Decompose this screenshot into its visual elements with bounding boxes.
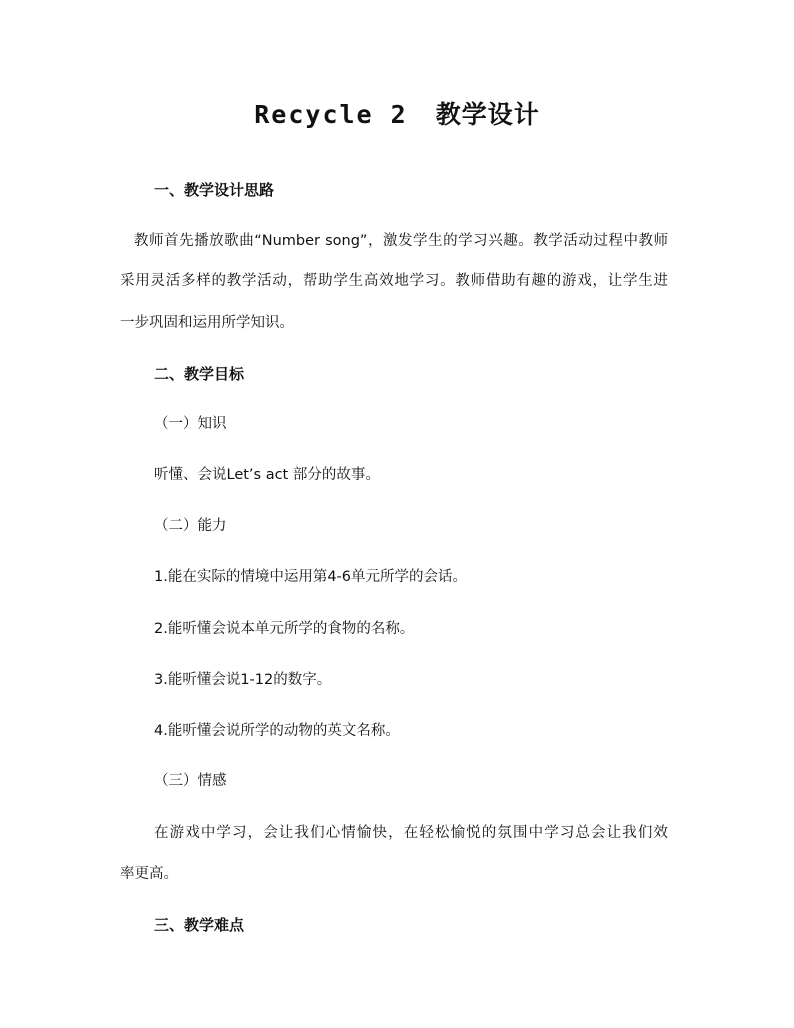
emotion-paragraph-line1: 在游戏中学习，会让我们心情愉快，在轻松愉悦的氛围中学习总会让我们效 [154,825,668,841]
section1-heading: 一、教学设计思路 [154,181,275,199]
emotion-paragraph-line2: 率更高。 [120,866,178,882]
knowledge-text: 听懂、会说Let’s act 部分的故事。 [154,467,380,483]
ability-item-3: 3.能听懂会说1-12的数字。 [154,672,332,688]
ability-item-1: 1.能在实际的情境中运用第4-6单元所学的会话。 [154,569,468,585]
ability-item-2: 2.能听懂会说本单元所学的食物的名称。 [154,621,415,637]
subheading-emotion: （三）情感 [154,773,227,789]
section1-paragraph-line3: 一步巩固和运用所学知识。 [120,315,294,331]
section1-paragraph-line1: 教师首先播放歌曲“Number song”，激发学生的学习兴趣。教学活动过程中教师 [134,233,668,249]
section3-heading: 三、教学难点 [154,916,245,934]
ability-item-4: 4.能听懂会说所学的动物的英文名称。 [154,723,400,739]
title-chinese: 教学设计 [435,100,540,129]
document-title [0,95,794,131]
section2-heading: 二、教学目标 [154,365,245,383]
subheading-knowledge: （一）知识 [154,416,227,432]
title-english: Recycle 2 [254,100,408,129]
section1-paragraph-line2: 采用灵活多样的教学活动，帮助学生高效地学习。教师借助有趣的游戏，让学生进 [120,273,668,289]
subheading-ability: （二）能力 [154,518,227,534]
